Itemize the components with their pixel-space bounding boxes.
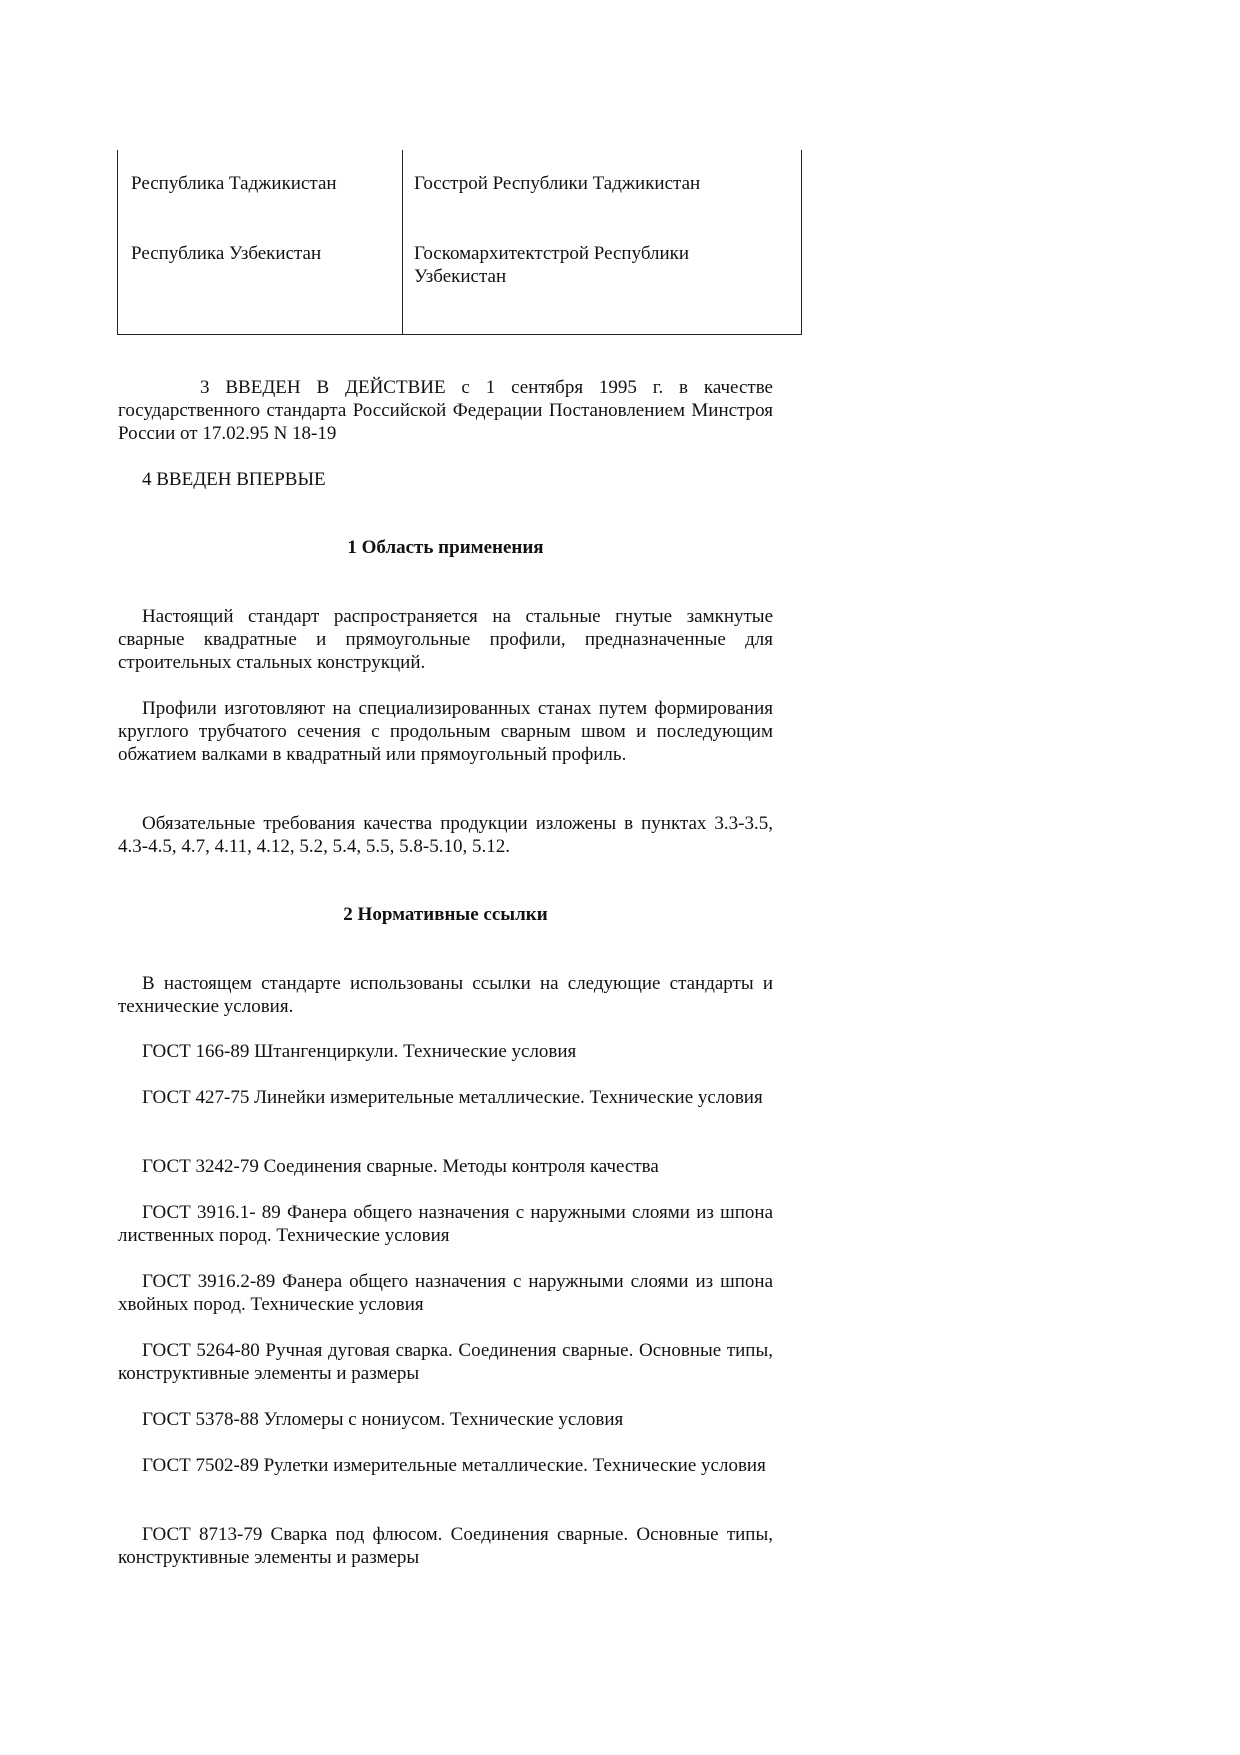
reference-item: ГОСТ 3916.1- 89 Фанера общего назначения с наружными слоями из шпона лиственных пород. Технические условия (118, 1202, 773, 1246)
preface-item-4: 4 ВВЕДЕН ВПЕРВЫЕ (142, 469, 326, 490)
table-cell-organization: Госстрой Республики Таджикистан (414, 173, 701, 194)
section-2-title: 2 Нормативные ссылки (343, 904, 548, 925)
organizations-table (117, 150, 802, 335)
reference-item: ГОСТ 8713-79 Сварка под флюсом. Соединения сварные. Основные типы, конструктивные элементы и размеры (118, 1524, 773, 1568)
preface-item-3: 3 ВВЕДЕН В ДЕЙСТВИЕ с 1 сентября 1995 г. в качестве государственного стандарта Российской Федерации Постановлением Минстроя России от 17.02.95 N 18-19 (118, 377, 773, 444)
reference-item: ГОСТ 5378-88 Угломеры с нониусом. Технические условия (142, 1409, 624, 1430)
table-column-divider (402, 150, 403, 334)
section-1-title: 1 Область применения (347, 537, 544, 558)
reference-item: ГОСТ 3916.2-89 Фанера общего назначения с наружными слоями из шпона хвойных пород. Технические условия (118, 1271, 773, 1315)
section-1-paragraph: Профили изготовляют на специализированных станах путем формирования круглого трубчатого сечения с продольным сварным швом и последующим обжатием валками в квадратный или прямоугольный профиль. (118, 698, 773, 765)
reference-item: ГОСТ 5264-80 Ручная дуговая сварка. Соединения сварные. Основные типы, конструктивные элементы и размеры (118, 1340, 773, 1384)
section-1-paragraph: Обязательные требования качества продукции изложены в пунктах 3.3-3.5, 4.3-4.5, 4.7, 4.11, 4.12, 5.2, 5.4, 5.5, 5.8-5.10, 5.12. (118, 813, 773, 857)
reference-item: ГОСТ 427-75 Линейки измерительные металлические. Технические условия (142, 1087, 763, 1108)
reference-item: ГОСТ 3242-79 Соединения сварные. Методы контроля качества (142, 1156, 659, 1177)
table-cell-organization: Госкомархитектстрой Республики Узбекистан (414, 243, 690, 287)
reference-item: ГОСТ 166-89 Штангенциркули. Технические условия (142, 1041, 577, 1062)
table-cell-country: Республика Узбекистан (131, 243, 322, 264)
table-cell-country: Республика Таджикистан (131, 173, 337, 194)
section-2-intro: В настоящем стандарте использованы ссылки на следующие стандарты и технические условия. (118, 973, 773, 1017)
reference-item: ГОСТ 7502-89 Рулетки измерительные металлические. Технические условия (142, 1455, 766, 1476)
section-1-paragraph: Настоящий стандарт распространяется на стальные гнутые замкнутые сварные квадратные и прямоугольные профили, предназначенные для строительных стальных конструкций. (118, 606, 773, 673)
